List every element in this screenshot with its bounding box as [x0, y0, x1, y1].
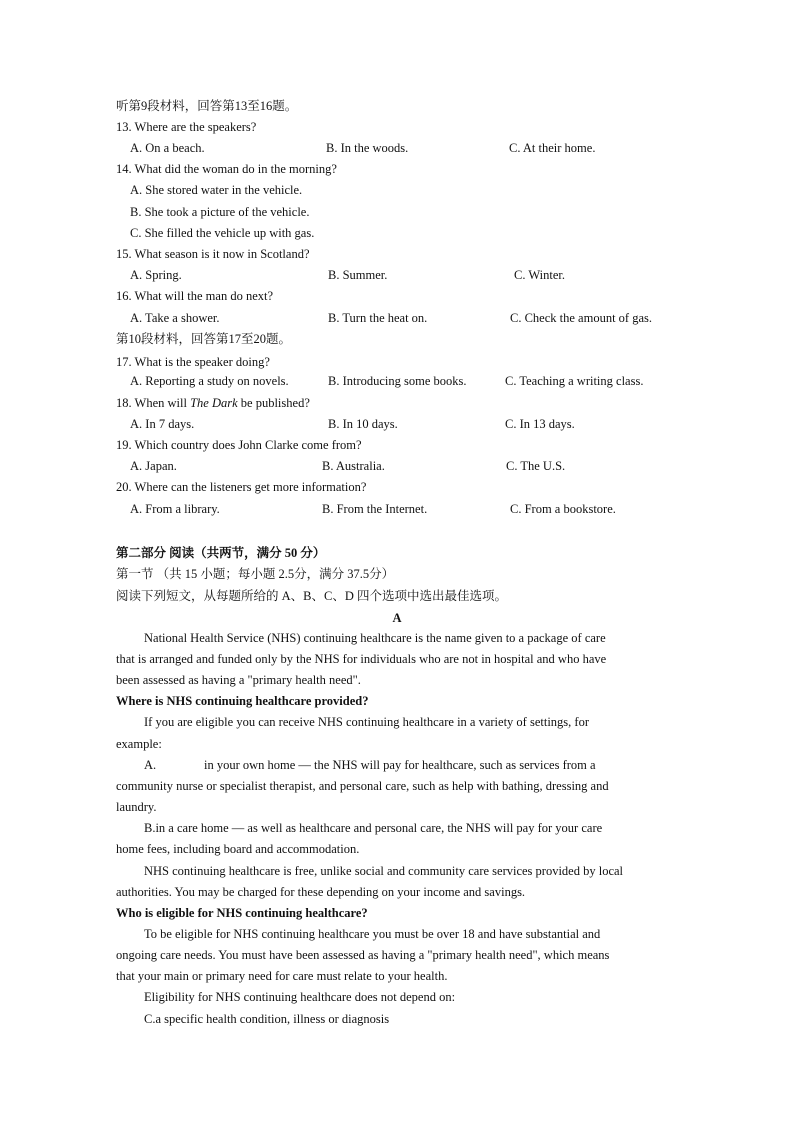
question-19-option-a: A. Japan.	[130, 459, 177, 473]
question-18-stem-pre: 18. When will	[116, 396, 191, 410]
question-19-option-b: B. Australia.	[322, 459, 385, 473]
question-18-stem	[116, 395, 310, 411]
paragraph-6-line-2: ongoing care needs. You must have been assessed as having a "primary health need", which means	[116, 948, 610, 962]
question-20-option-c: C. From a bookstore.	[510, 502, 616, 516]
paragraph-1-line-3: been assessed as having a "primary health need".	[116, 673, 361, 687]
heading-where-provided: Where is NHS continuing healthcare provided?	[116, 694, 369, 708]
paragraph-4-line-2: home fees, including board and accommodation.	[116, 842, 360, 856]
question-13-option-a: A. On a beach.	[130, 141, 205, 155]
paragraph-6-line-1: To be eligible for NHS continuing healthcare you must be over 18 and have substantial and	[144, 927, 601, 941]
question-15-option-a: A. Spring.	[130, 268, 182, 282]
question-14-stem: 14. What did the woman do in the morning?	[116, 162, 337, 176]
paragraph-3-line-2: community nurse or specialist therapist, and personal care, such as help with bathing, dressing and	[116, 779, 609, 793]
question-15-option-c: C. Winter.	[514, 268, 566, 282]
book-title: The Dark	[190, 396, 238, 410]
question-13-option-c: C. At their home.	[509, 141, 596, 155]
paragraph-3-label: A.	[144, 758, 157, 772]
paragraph-5-line-2: authorities. You may be charged for these depending on your income and savings.	[116, 885, 526, 899]
question-14-option-a: A. She stored water in the vehicle.	[130, 183, 303, 197]
question-18-option-c: C. In 13 days.	[505, 417, 575, 431]
paragraph-3-line-3: laundry.	[116, 800, 157, 814]
part-two-title: 第二部分 阅读（共两节，满分 50 分）	[116, 546, 326, 560]
paragraph-4-line-1: B.in a care home — as well as healthcare and personal care, the NHS will pay for your care	[144, 821, 603, 835]
question-13-option-b: B. In the woods.	[326, 141, 409, 155]
section-heading-10: 第10段材料，回答第17至20题。	[116, 332, 292, 346]
reading-instructions: 阅读下列短文，从每题所给的 A、B、C、D 四个选项中选出最佳选项。	[116, 589, 507, 603]
question-16-option-a: A. Take a shower.	[130, 311, 220, 325]
question-20-stem: 20. Where can the listeners get more information?	[116, 480, 367, 494]
paragraph-3-line-1: in your own home — the NHS will pay for healthcare, such as services from a	[204, 758, 596, 772]
paragraph-7: Eligibility for NHS continuing healthcare does not depend on:	[144, 990, 456, 1004]
paragraph-1-line-1: National Health Service (NHS) continuing healthcare is the name given to a package of care	[144, 631, 606, 645]
question-16-stem: 16. What will the man do next?	[116, 289, 274, 303]
question-18-stem-post: be published?	[237, 396, 310, 410]
question-14-option-b: B. She took a picture of the vehicle.	[130, 205, 310, 219]
question-15-stem: 15. What season is it now in Scotland?	[116, 247, 310, 261]
question-20-option-a: A. From a library.	[130, 502, 220, 516]
question-15-option-b: B. Summer.	[328, 268, 388, 282]
question-13-stem: 13. Where are the speakers?	[116, 120, 257, 134]
question-17-option-c: C. Teaching a writing class.	[505, 374, 644, 388]
paragraph-2-line-2: example:	[116, 737, 162, 751]
question-17-option-b: B. Introducing some books.	[328, 374, 467, 388]
paragraph-8: C.a specific health condition, illness or diagnosis	[144, 1012, 390, 1026]
question-17-option-a: A. Reporting a study on novels.	[130, 374, 289, 388]
paragraph-1-line-2: that is arranged and funded only by the NHS for individuals who are not in hospital and who have	[116, 652, 607, 666]
question-20-option-b: B. From the Internet.	[322, 502, 428, 516]
question-18-option-a: A. In 7 days.	[130, 417, 195, 431]
question-14-option-c: C. She filled the vehicle up with gas.	[130, 226, 315, 240]
question-19-stem: 19. Which country does John Clarke come from?	[116, 438, 362, 452]
heading-who-eligible: Who is eligible for NHS continuing healthcare?	[116, 906, 368, 920]
paragraph-2-line-1: If you are eligible you can receive NHS continuing healthcare in a variety of settings, for	[144, 715, 589, 729]
passage-label: A	[392, 611, 402, 625]
question-18-option-b: B. In 10 days.	[328, 417, 398, 431]
question-16-option-b: B. Turn the heat on.	[328, 311, 428, 325]
paragraph-5-line-1: NHS continuing healthcare is free, unlike social and community care services provided by local	[144, 864, 624, 878]
question-19-option-c: C. The U.S.	[506, 459, 566, 473]
section-heading-9: 听第9段材料，回答第13至16题。	[116, 99, 298, 113]
paragraph-6-line-3: that your main or primary need for care must relate to your health.	[116, 969, 448, 983]
section-one-title: 第一节 （共 15 小题；每小题 2.5分，满分 37.5分）	[116, 567, 395, 581]
question-16-option-c: C. Check the amount of gas.	[510, 311, 652, 325]
question-17-stem: 17. What is the speaker doing?	[116, 355, 270, 369]
